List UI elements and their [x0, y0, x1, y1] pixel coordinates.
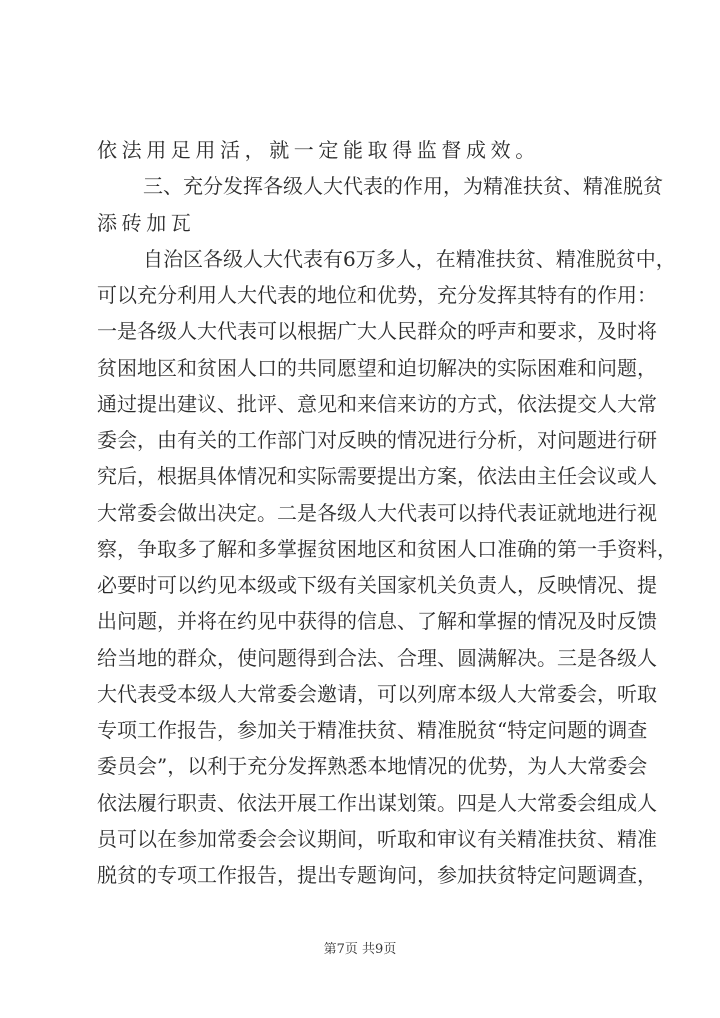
text-line: 委员会”，以利于充分发挥熟悉本地情况的优势，为人大常委会: [97, 754, 648, 779]
text-line: 通过提出建议、批评、意见和来信来访的方式，依法提交人大常: [97, 391, 657, 416]
text-line: 大常委会做出决定。二是各级人大代表可以持代表证就地进行视: [97, 500, 657, 525]
text-line: 一是各级人大代表可以根据广大人民群众的呼声和要求，及时将: [97, 319, 657, 344]
text-line: 究后，根据具体情况和实际需要提出方案，依法由主任会议或人: [97, 464, 657, 489]
text-line: 添砖加瓦: [97, 210, 196, 235]
text-line: 委会，由有关的工作部门对反映的情况进行分析，对问题进行研: [97, 428, 657, 452]
text-line: 可以充分利用人大代表的地位和优势，充分发挥其特有的作用：: [97, 283, 657, 307]
text-line: 必要时可以约见本级或下级有关国家机关负责人，反映情况、提: [97, 573, 657, 597]
text-line: 自治区各级人大代表有6万多人，在精准扶贫、精准脱贫中，: [143, 246, 676, 271]
text-line: 依法用足用活，就一定能取得监督成效。: [97, 138, 540, 162]
text-line: 大代表受本级人大常委会邀请，可以列席本级人大常委会，听取: [97, 681, 657, 706]
text-line: 察，争取多了解和多掌握贫困地区和贫困人口准确的第一手资料，: [97, 536, 677, 561]
text-line: 专项工作报告，参加关于精准扶贫、精准脱贫“特定问题的调查: [97, 718, 648, 742]
body-text: [97, 132, 677, 893]
text-line: 出问题，并将在约见中获得的信息、了解和掌握的情况及时反馈: [97, 609, 657, 634]
text-line: 依法履行职责、依法开展工作出谋划策。四是人大常委会组成人: [97, 790, 657, 815]
text-line: 贫困地区和贫困人口的共同愿望和迫切解决的实际困难和问题，: [97, 355, 657, 380]
text-line: 员可以在参加常委会会议期间，听取和审议有关精准扶贫、精准: [97, 826, 657, 851]
text-line: 给当地的群众，使问题得到合法、合理、圆满解决。三是各级人: [97, 645, 657, 670]
page-footer: 第7页 共9页: [323, 942, 397, 957]
text-line: 脱贫的专项工作报告，提出专题询问，参加扶贫特定问题调查，: [97, 863, 657, 887]
text-line: 三、充分发挥各级人大代表的作用，为精准扶贫、精准脱贫: [143, 174, 663, 199]
